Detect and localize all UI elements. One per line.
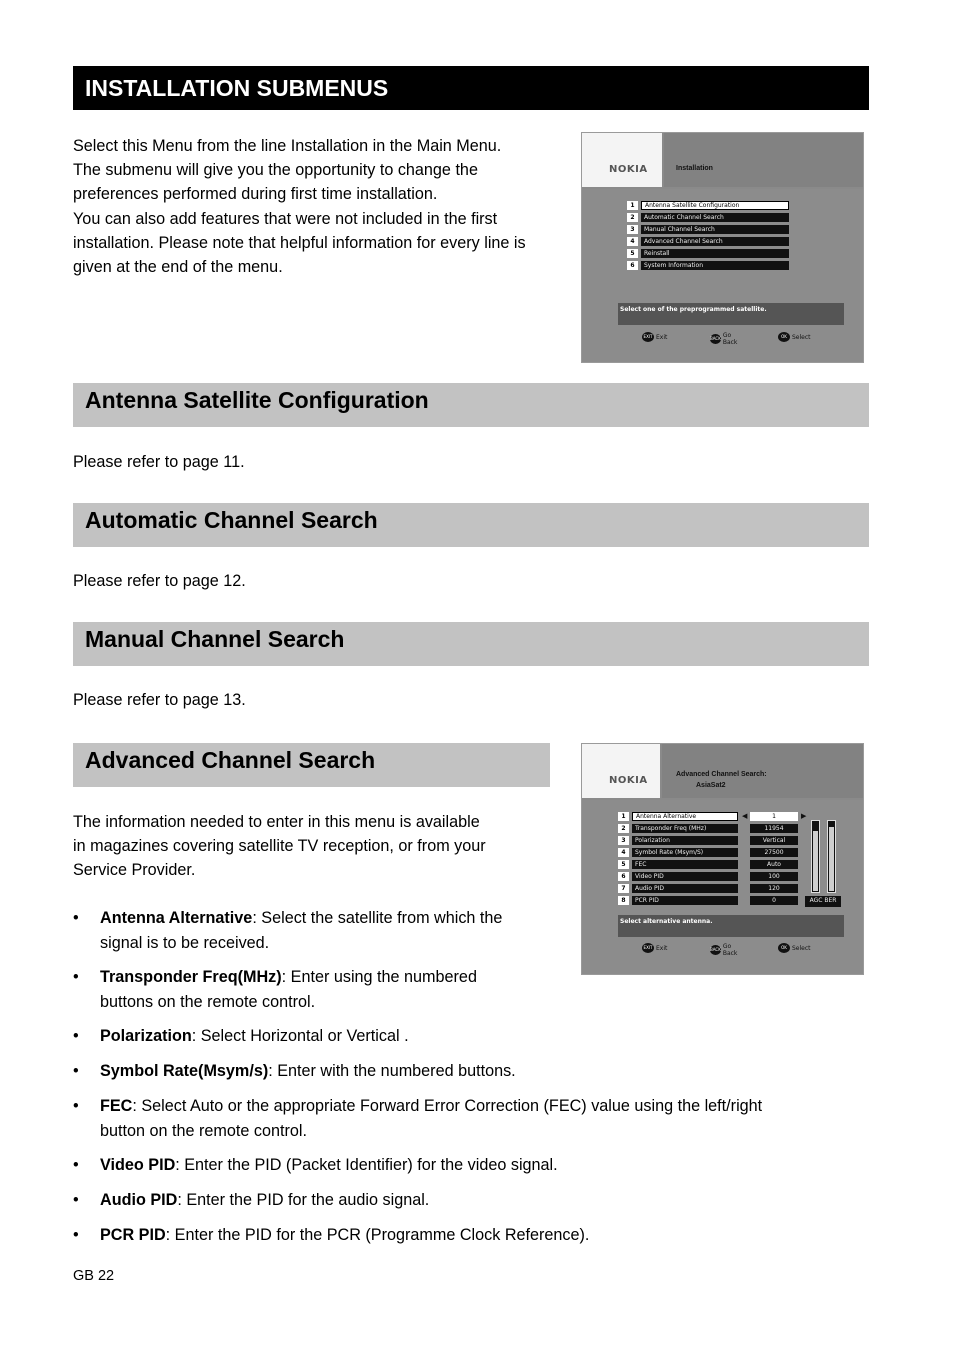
- intro-line: preferences performed during first time installation.: [73, 185, 438, 204]
- item-text: [100, 1188, 429, 1212]
- ok-key: [778, 332, 811, 342]
- bullet-icon: •: [73, 909, 79, 927]
- agc-level-fill: [813, 831, 818, 891]
- exit-key: [642, 943, 667, 953]
- value-symbol-rate[interactable]: 27500: [750, 848, 798, 857]
- screen-logo-area: [582, 744, 660, 798]
- nokia-logo: NOKIA: [609, 775, 648, 786]
- intro-line: given at the end of the menu.: [73, 258, 283, 277]
- row-label: Polarization: [632, 836, 738, 845]
- menu-item-label: Antenna Satellite Configuration: [641, 201, 789, 210]
- menu-item[interactable]: [627, 249, 789, 259]
- row-number: 1: [618, 812, 629, 821]
- item-desc: : Enter the PID for the PCR (Programme Clock Reference).: [165, 1226, 590, 1244]
- screen-body: [582, 189, 863, 362]
- row-number: 5: [618, 860, 629, 869]
- installation-menu-screenshot: [581, 132, 864, 363]
- nokia-logo: NOKIA: [609, 164, 648, 175]
- menu-item-number: 6: [627, 261, 638, 270]
- row-number: 2: [618, 824, 629, 833]
- item-text: [100, 965, 477, 989]
- row-number: 7: [618, 884, 629, 893]
- menu-item-label: Advanced Channel Search: [641, 237, 789, 246]
- item-text: [100, 1024, 409, 1048]
- setting-row[interactable]: [618, 872, 742, 882]
- item-desc: : Select Auto or the appropriate Forward Error Correction (FEC) value using the left/right: [132, 1097, 763, 1115]
- row-label: Transponder Freq (MHz): [632, 824, 738, 833]
- item-term: PCR PID: [100, 1226, 166, 1244]
- left-arrow-icon[interactable]: ◀: [742, 813, 748, 820]
- screen-subtitle: AsiaSat2: [696, 782, 726, 789]
- screen-title: Advanced Channel Search:: [676, 771, 767, 778]
- setting-row[interactable]: [618, 896, 742, 906]
- section-title: Antenna Satellite Configuration: [85, 387, 429, 413]
- value-transponder-freq[interactable]: 11954: [750, 824, 798, 833]
- menu-item[interactable]: [627, 225, 789, 235]
- advanced-line: in magazines covering satellite TV reception, or from your: [73, 837, 486, 856]
- agc-ber-label: AGC BER: [805, 896, 841, 907]
- row-label: PCR PID: [632, 896, 738, 905]
- section-text: Please refer to page 11.: [73, 453, 245, 471]
- menu-item-number: 4: [627, 237, 638, 246]
- exit-key-icon: EXIT: [642, 943, 654, 953]
- value-pcr-pid[interactable]: 0: [750, 896, 798, 905]
- menu-item[interactable]: [627, 237, 789, 247]
- section-title: Advanced Channel Search: [85, 747, 376, 773]
- item-desc-cont: signal is to be received.: [100, 934, 270, 952]
- ok-key-icon: OK: [778, 332, 790, 342]
- value-antenna-alternative[interactable]: 1: [750, 812, 798, 821]
- ber-meter: [827, 820, 836, 893]
- ok-key: [778, 943, 811, 953]
- item-term: Audio PID: [100, 1191, 178, 1209]
- back-key-icon: BACK: [710, 945, 721, 955]
- section-header-antenna: [73, 383, 869, 427]
- item-term: Transponder Freq(MHz): [100, 968, 282, 986]
- setting-row[interactable]: [618, 812, 742, 822]
- menu-item-label: Reinstall: [641, 249, 789, 258]
- ok-key-icon: OK: [778, 943, 790, 953]
- item-text: [100, 906, 570, 930]
- help-text-bar: Select one of the preprogrammed satellite.: [618, 303, 844, 325]
- screen-logo-area: [582, 133, 662, 187]
- setting-row[interactable]: [618, 836, 742, 846]
- section-text: Please refer to page 13.: [73, 691, 246, 709]
- advanced-intro: [73, 810, 563, 883]
- item-desc-cont: button on the remote control.: [100, 1122, 307, 1140]
- back-key-label: Go Back: [722, 943, 738, 957]
- ok-key-label: Select: [792, 944, 811, 952]
- menu-item-number: 1: [627, 201, 638, 210]
- item-term: Video PID: [100, 1156, 176, 1174]
- help-text-bar: Select alternative antenna.: [618, 915, 844, 937]
- intro-line: The submenu will give you the opportunity to change the: [73, 161, 478, 180]
- section-header-automatic: [73, 503, 869, 547]
- section-header-bar: [73, 66, 869, 110]
- item-term: FEC: [100, 1097, 133, 1115]
- bullet-icon: •: [73, 968, 79, 986]
- agc-meter: [811, 820, 820, 893]
- value-video-pid[interactable]: 100: [750, 872, 798, 881]
- setting-row[interactable]: [618, 884, 742, 894]
- value-audio-pid[interactable]: 120: [750, 884, 798, 893]
- item-desc: : Enter using the numbered: [281, 968, 477, 986]
- item-text: [100, 1094, 762, 1118]
- menu-item-label: System Information: [641, 261, 789, 270]
- item-desc: : Select Horizontal or Vertical .: [191, 1027, 409, 1045]
- bullet-icon: •: [73, 1027, 79, 1045]
- menu-item[interactable]: [627, 261, 789, 271]
- row-label: Video PID: [632, 872, 738, 881]
- section-title: Manual Channel Search: [85, 626, 345, 652]
- bullet-icon: •: [73, 1156, 79, 1174]
- exit-key-label: Exit: [656, 333, 668, 341]
- row-label: Audio PID: [632, 884, 738, 893]
- menu-item-label: Automatic Channel Search: [641, 213, 789, 222]
- menu-item[interactable]: [627, 213, 789, 223]
- setting-row[interactable]: [618, 824, 742, 834]
- row-number: 8: [618, 896, 629, 905]
- item-desc: : Enter the PID (Packet Identifier) for the video signal.: [175, 1156, 558, 1174]
- advanced-line: Service Provider.: [73, 861, 196, 880]
- screen-title-area: [662, 744, 863, 798]
- menu-item-number: 5: [627, 249, 638, 258]
- intro-line: You can also add features that were not included in the first: [73, 209, 498, 228]
- menu-item-number: 3: [627, 225, 638, 234]
- section-text: Please refer to page 12.: [73, 572, 246, 590]
- row-number: 3: [618, 836, 629, 845]
- right-arrow-icon[interactable]: ▶: [801, 813, 807, 820]
- section-title: Automatic Channel Search: [85, 507, 378, 533]
- section-header-advanced: [73, 743, 550, 787]
- item-desc: : Select the satellite from which the: [252, 909, 503, 927]
- back-key: [710, 332, 739, 346]
- item-text: [100, 1059, 516, 1083]
- value-fec[interactable]: Auto: [750, 860, 798, 869]
- screen-title-area: [664, 133, 863, 187]
- exit-key-label: Exit: [656, 944, 668, 952]
- intro-line: installation. Please note that helpful information for every line is: [73, 233, 526, 252]
- bullet-icon: •: [73, 1062, 79, 1080]
- bullet-icon: •: [73, 1191, 79, 1209]
- bullet-icon: •: [73, 1097, 79, 1115]
- row-label: FEC: [632, 860, 738, 869]
- item-text: [100, 1223, 589, 1247]
- advanced-line: The information needed to enter in this menu is available: [73, 813, 480, 831]
- item-term: Symbol Rate(Msym/s): [100, 1062, 269, 1080]
- item-desc: : Enter with the numbered buttons.: [268, 1062, 516, 1080]
- setting-row[interactable]: [618, 860, 742, 870]
- back-key-label: Go Back: [722, 332, 738, 346]
- ber-level-fill: [829, 827, 834, 891]
- section-header-manual: [73, 622, 869, 666]
- row-number: 4: [618, 848, 629, 857]
- back-key-icon: BACK: [710, 334, 721, 344]
- setting-row[interactable]: [618, 848, 742, 858]
- item-term: Antenna Alternative: [100, 909, 253, 927]
- screen-body: [582, 800, 863, 974]
- page-title: INSTALLATION SUBMENUS: [85, 75, 389, 101]
- item-term: Polarization: [100, 1027, 192, 1045]
- advanced-search-screenshot: [581, 743, 864, 975]
- value-polarization[interactable]: Vertical: [750, 836, 798, 845]
- intro-text: [73, 134, 563, 279]
- bullet-icon: •: [73, 1226, 79, 1244]
- item-desc: : Enter the PID for the audio signal.: [177, 1191, 430, 1209]
- row-number: 6: [618, 872, 629, 881]
- back-key: [710, 943, 739, 957]
- menu-item[interactable]: [627, 201, 789, 211]
- ok-key-label: Select: [792, 333, 811, 341]
- row-label: Antenna Alternative: [632, 812, 738, 821]
- menu-item-label: Manual Channel Search: [641, 225, 789, 234]
- item-text: [100, 1153, 558, 1177]
- intro-line: Select this Menu from the line Installation in the Main Menu.: [73, 137, 502, 155]
- screen-title: Installation: [676, 165, 713, 172]
- item-desc-cont: buttons on the remote control.: [100, 993, 316, 1011]
- menu-item-number: 2: [627, 213, 638, 222]
- row-label: Symbol Rate (Msym/S): [632, 848, 738, 857]
- exit-key: [642, 332, 667, 342]
- exit-key-icon: EXIT: [642, 332, 654, 342]
- page-number: GB 22: [73, 1268, 115, 1284]
